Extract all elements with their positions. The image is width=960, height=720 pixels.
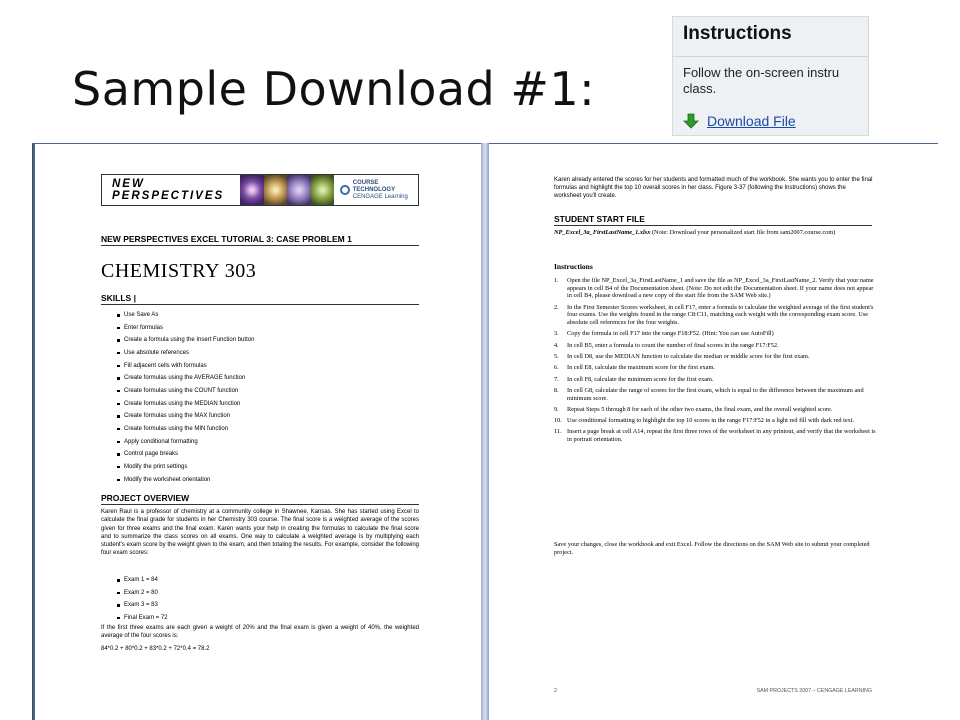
skill-item: Create formulas using the AVERAGE function xyxy=(117,372,254,385)
instruction-step xyxy=(554,353,876,361)
banner-tile-4 xyxy=(311,175,335,205)
slide-title: Sample Download #1: xyxy=(72,62,596,116)
exam-score-item: Exam 2 = 80 xyxy=(117,587,168,600)
instructions-line-1: Follow the on-screen instru xyxy=(683,65,840,80)
step-number: 6. xyxy=(554,364,559,372)
instruction-step xyxy=(554,406,876,414)
start-file-name: NP_Excel_3a_FirstLastName_1.xlsx xyxy=(554,229,651,236)
heading-rule xyxy=(101,245,419,246)
intro-paragraph: Karen already entered the scores for her students and formatted much of the workbook. She wants you to enter the final formulas and highlight the top 10 overall scores in her class. Figure 3-37 (following the Instructions) shows the worksheet you'll create. xyxy=(554,177,873,199)
banner-tile-3 xyxy=(287,175,311,205)
start-file-rule xyxy=(554,225,872,226)
step-text: Insert a page break at cell A14, repeat the first three rows of the worksheet in any printout, and verify that the worksheet is in portrait orientation. xyxy=(567,428,876,444)
banner-tile-2 xyxy=(264,175,288,205)
page-footer xyxy=(554,688,872,694)
overview-paragraph: Karen Raul is a professor of chemistry at a community college in Shawnee, Kansas. She has started using Excel to calculate the final grade for students in her Chemistry 303 course. The final score is a weighted average of the scores given for three exams and the final exam. Karen wants your help in creating the formulas to calculate the final score and to summarize the class scores on all exams. One way to calculate a weighted average is by multiplying each student's exam score by the weight given to the exam, and then totaling the results. For example, consider the following four exam scores: xyxy=(101,509,419,557)
step-number: 11. xyxy=(554,428,562,436)
step-number: 1. xyxy=(554,277,559,284)
instruction-step xyxy=(554,364,876,372)
download-file-label[interactable]: Download File xyxy=(707,113,796,129)
logo-circle-icon xyxy=(340,185,350,195)
instruction-steps xyxy=(554,277,876,447)
skill-item: Use Save As xyxy=(117,309,254,322)
start-file-line xyxy=(554,229,874,237)
project-overview-heading: PROJECT OVERVIEW xyxy=(101,493,190,503)
step-text: Use conditional formatting to highlight the top 10 scores in the range F17:F52 in a light red fill with dark red text. xyxy=(567,417,855,425)
skill-item: Create formulas using the MAX function xyxy=(117,410,254,423)
footer-page-number: 2 xyxy=(554,688,557,694)
start-file-note: (Note: Download your personalized start file from sam2007.course.com) xyxy=(650,229,836,236)
save-paragraph: Save your changes, close the workbook and exit Excel. Follow the directions on the SAM Web site to submit your completed project. xyxy=(554,541,870,557)
skill-item: Enter formulas xyxy=(117,322,254,335)
instruction-step xyxy=(554,387,876,402)
instruction-step xyxy=(554,376,876,384)
step-text: In cell F8, calculate the minimum score for the first exam. xyxy=(567,375,714,383)
instruction-step xyxy=(554,428,876,443)
step-number: 3. xyxy=(554,330,559,338)
banner-text: NEW PERSPECTIVES xyxy=(112,178,225,202)
step-text: In cell E8, calculate the maximum score for the first exam. xyxy=(567,364,715,372)
skills-list xyxy=(117,309,254,486)
tutorial-heading: NEW PERSPECTIVES EXCEL TUTORIAL 3: CASE PROBLEM 1 xyxy=(101,234,352,244)
weights-paragraph: If the first three exams are each given a weight of 20% and the final exam is given a weight of 40%, the weighted average of the four scores is: xyxy=(101,625,419,640)
exam-score-item: Exam 3 = 83 xyxy=(117,599,168,612)
skill-item: Use absolute references xyxy=(117,347,254,360)
instruction-step xyxy=(554,342,876,350)
instruction-step xyxy=(554,304,876,327)
document-page-2 xyxy=(489,144,939,720)
document-viewer xyxy=(32,143,938,720)
instructions-heading: Instructions xyxy=(673,17,868,57)
step-number: 5. xyxy=(554,353,559,360)
skill-item: Modify the print settings xyxy=(117,461,254,474)
step-number: 2. xyxy=(554,303,559,311)
instructions-title: Instructions xyxy=(554,262,593,271)
skill-item: Apply conditional formatting xyxy=(117,436,254,449)
student-start-file-heading: STUDENT START FILE xyxy=(554,214,645,224)
skills-heading: SKILLS | xyxy=(101,293,136,303)
skill-item: Create formulas using the MIN function xyxy=(117,423,254,436)
skill-item: Create formulas using the COUNT function xyxy=(117,385,254,398)
skill-item: Create formulas using the MEDIAN function xyxy=(117,398,254,411)
instruction-step xyxy=(554,277,876,300)
step-text: Repeat Steps 5 through 8 for each of the other two exams, the final exam, and the overall weighted score. xyxy=(567,405,833,413)
weighted-average-formula: 84*0.2 + 80*0.2 + 83*0.2 + 72*0.4 = 78.2 xyxy=(101,646,210,652)
skill-item: Fill adjacent cells with formulas xyxy=(117,360,254,373)
document-page-1 xyxy=(35,144,481,720)
step-text: Open the file NP_Excel_3a_FirstLastName_1 and save the file as NP_Excel_3a_FirstLastName_2. Verify that your name appears in cell B4 of the Documentation sheet. (Note: Do not edit the Documentation sheet. If your name does not appear in cell B4, please download a new copy of the start file from the SAM Web site.) xyxy=(567,277,874,300)
skill-item: Control page breaks xyxy=(117,448,254,461)
exam-scores-list xyxy=(117,574,168,624)
overview-rule xyxy=(101,504,419,505)
step-text: Copy the formula in cell F17 into the range F18:F52. (Hint: You can use AutoFill) xyxy=(567,330,774,338)
skill-item: Modify the worksheet orientation xyxy=(117,474,254,487)
skill-item: Create a formula using the Insert Function button xyxy=(117,334,254,347)
document-title: CHEMISTRY 303 xyxy=(101,260,257,282)
step-text: In cell G8, calculate the range of scores for the first exam, which is equal to the difference between the maximum and minimum score. xyxy=(567,386,864,402)
logo-line-1: COURSE TECHNOLOGY xyxy=(352,179,396,193)
instruction-step xyxy=(554,417,876,425)
skills-rule xyxy=(101,304,419,305)
step-number: 8. xyxy=(554,386,559,394)
step-text: In cell D8, use the MEDIAN function to calculate the median or middle score for the first exam. xyxy=(567,353,810,360)
banner-tile-1 xyxy=(240,175,264,205)
exam-score-item: Exam 1 = 84 xyxy=(117,574,168,587)
step-number: 9. xyxy=(554,405,559,413)
footer-text: SAM PROJECTS 2007 – CENGAGE LEARNING xyxy=(756,688,872,694)
instructions-line-2: class. xyxy=(683,81,717,96)
page-gap-divider xyxy=(481,143,489,720)
step-text: In the First Semester Scores worksheet, in cell F17, enter a formula to calculate the weighted average of the first student's four exams. Use the weights found in the range C8:C11, matching each weight with the corresponding exam score. Use absolute cell references for the four weights. xyxy=(567,303,874,327)
instructions-panel xyxy=(672,16,869,136)
step-number: 7. xyxy=(554,375,559,383)
instructions-body xyxy=(673,57,868,97)
download-file-link[interactable] xyxy=(683,113,796,129)
instruction-step xyxy=(554,330,876,338)
step-text: In cell B5, enter a formula to count the number of final scores in the range F17:F52. xyxy=(567,341,779,349)
course-technology-logo xyxy=(334,180,418,201)
exam-score-item: Final Exam = 72 xyxy=(117,612,168,625)
step-number: 10. xyxy=(554,417,562,425)
green-down-arrow-icon xyxy=(683,113,699,129)
new-perspectives-banner xyxy=(101,174,419,206)
step-number: 4. xyxy=(554,341,559,349)
logo-line-2: CENGAGE Learning xyxy=(352,193,408,200)
